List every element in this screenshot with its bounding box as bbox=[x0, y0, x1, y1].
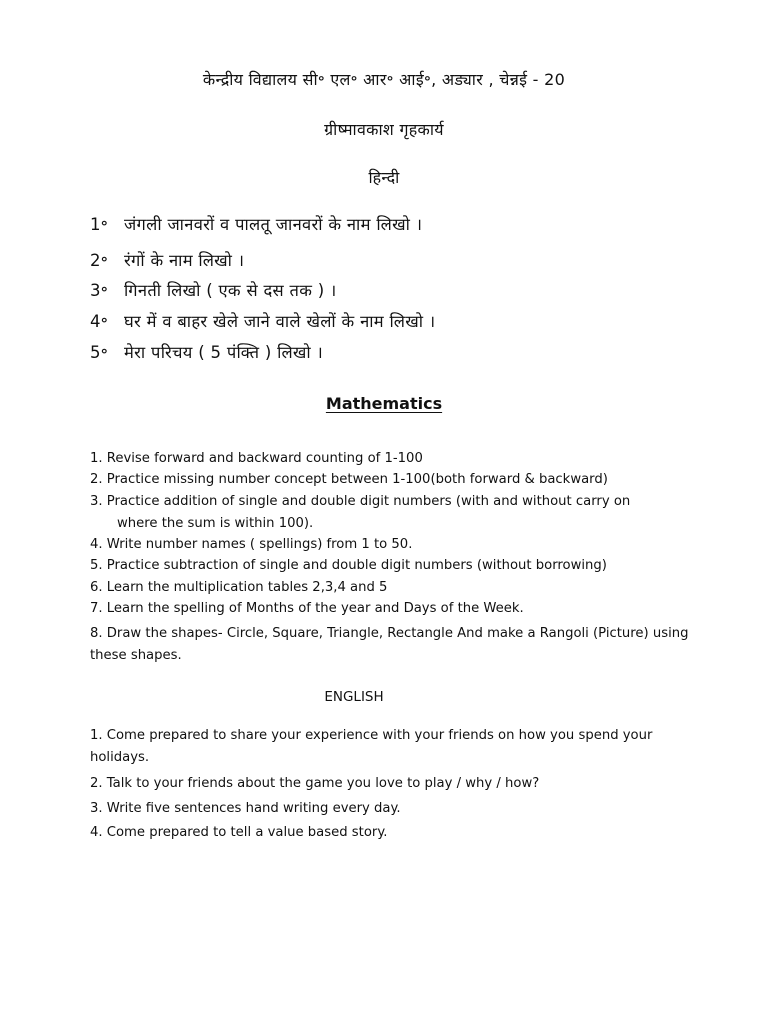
english-item-4: 4. Come prepared to tell a value based story. bbox=[90, 825, 388, 840]
math-item-8: 8. Draw the shapes- Circle, Square, Triangle, Rectangle And make a Rangoli (Picture) using these shapes. bbox=[90, 626, 689, 663]
hindi-item-text: घर में व बाहर खेले जाने वाले खेलों के नाम लिखो । bbox=[124, 312, 436, 331]
hindi-item-4 bbox=[90, 309, 435, 332]
english-item-2: 2. Talk to your friends about the game you love to play / why / how? bbox=[90, 776, 540, 791]
hindi-item-5 bbox=[90, 340, 323, 363]
hindi-item-text: मेरा परिचय ( 5 पंक्ति ) लिखो । bbox=[124, 343, 324, 362]
math-item-3-continued: where the sum is within 100). bbox=[117, 516, 314, 531]
hindi-item-number: 4॰ bbox=[90, 312, 109, 331]
english-title: ENGLISH bbox=[324, 689, 384, 705]
math-item-1: 1. Revise forward and backward counting of 1-100 bbox=[90, 451, 423, 466]
hindi-item-number: 1॰ bbox=[90, 215, 109, 234]
math-item-5: 5. Practice subtraction of single and double digit numbers (without borrowing) bbox=[90, 558, 607, 573]
hindi-item-text: गिनती लिखो ( एक से दस तक ) । bbox=[124, 281, 337, 300]
hindi-item-number: 3॰ bbox=[90, 281, 109, 300]
english-item-3: 3. Write five sentences hand writing every day. bbox=[90, 801, 401, 816]
mathematics-title bbox=[0, 394, 768, 413]
math-item-4: 4. Write number names ( spellings) from 1 to 50. bbox=[90, 537, 413, 552]
hindi-item-number: 2॰ bbox=[90, 251, 109, 270]
math-item-6: 6. Learn the multiplication tables 2,3,4 and 5 bbox=[90, 580, 388, 595]
hindi-subject-title: हिन्दी bbox=[368, 168, 400, 187]
hindi-item-text: जंगली जानवरों व पालतू जानवरों के नाम लिखो । bbox=[124, 215, 423, 234]
homework-title: ग्रीष्मावकाश गृहकार्य bbox=[324, 120, 444, 139]
math-item-2: 2. Practice missing number concept between 1-100(both forward & backward) bbox=[90, 472, 608, 487]
hindi-item-1 bbox=[90, 212, 422, 235]
hindi-item-text: रंगों के नाम लिखो । bbox=[124, 251, 245, 270]
hindi-item-2 bbox=[90, 248, 244, 271]
math-item-3: 3. Practice addition of single and double digit numbers (with and without carry on bbox=[90, 494, 631, 509]
hindi-item-number: 5॰ bbox=[90, 343, 109, 362]
english-item-1: 1. Come prepared to share your experience with your friends on how you spend your holidays. bbox=[90, 728, 653, 765]
mathematics-title-text: Mathematics bbox=[325, 394, 443, 413]
hindi-item-3 bbox=[90, 278, 337, 301]
school-header: केन्द्रीय विद्यालय सी॰ एल॰ आर॰ आई॰, अड्यार , चेन्नई - 20 bbox=[202, 70, 566, 89]
math-item-7: 7. Learn the spelling of Months of the year and Days of the Week. bbox=[90, 601, 524, 616]
